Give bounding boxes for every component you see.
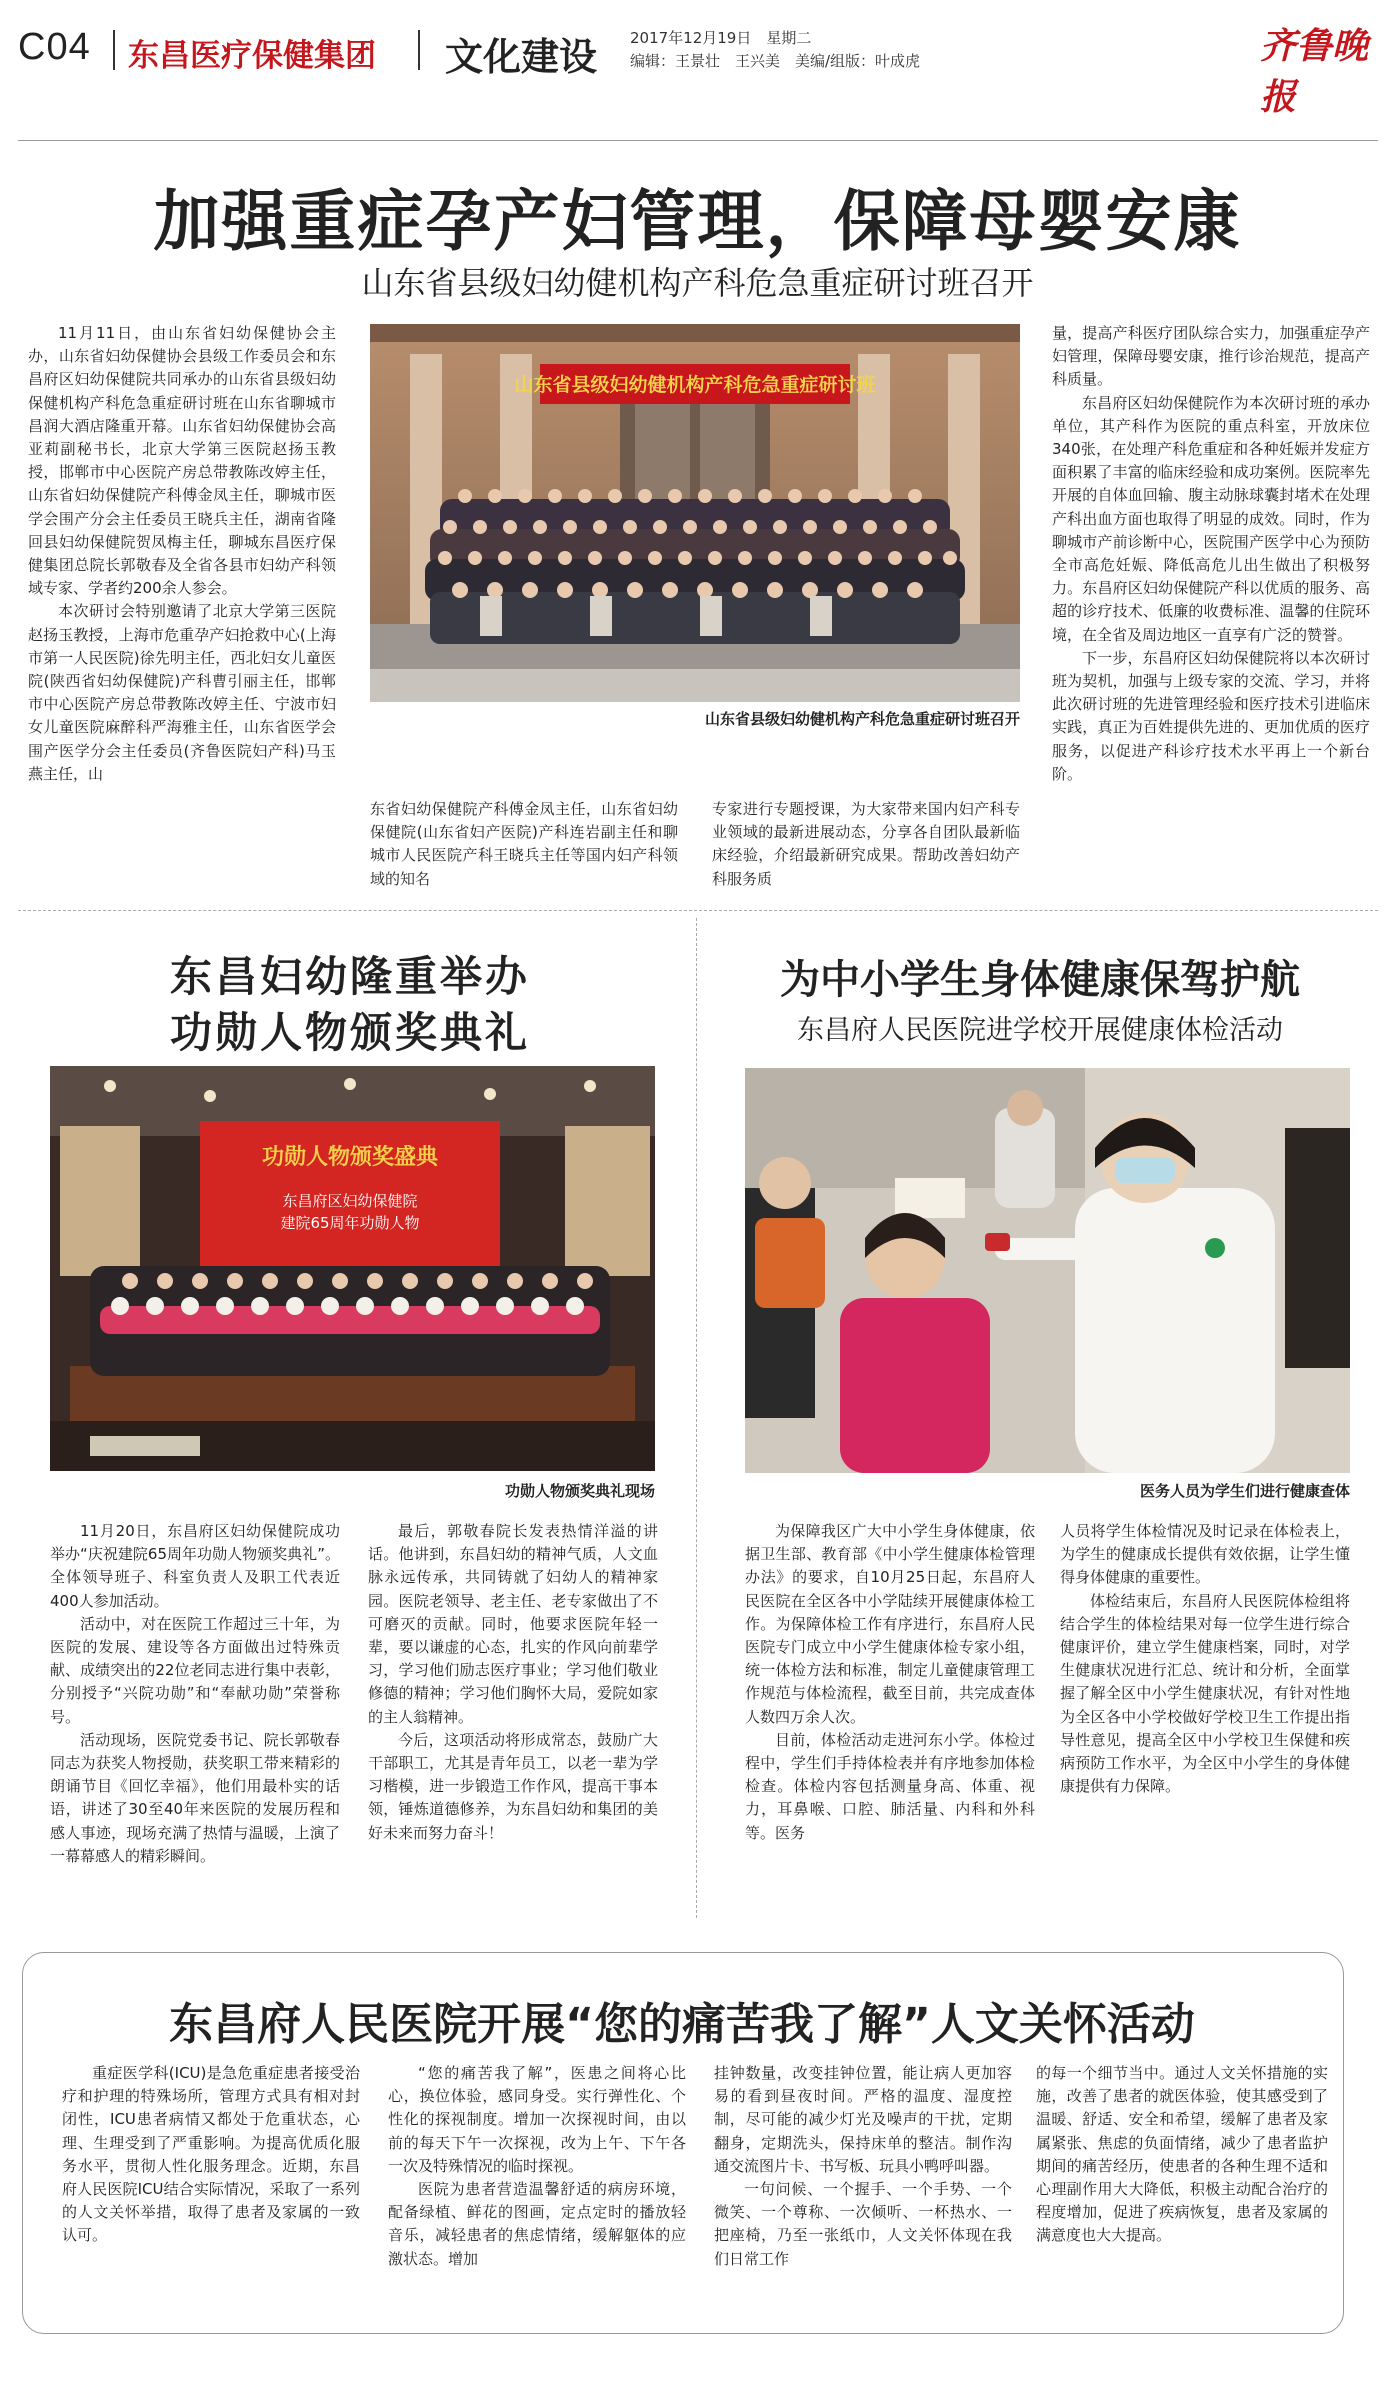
photo-banner-text: 山东省县级妇幼健机构产科危急重症研讨班 bbox=[514, 374, 876, 396]
paragraph: 11月11日，由山东省妇幼保健协会主办，山东省妇幼保健协会县级工作委员会和东昌府区妇幼保健院共同承办的山东省县级妇幼保健机构产科危急重症研讨班在山东省聊城市昌润大酒店隆重开幕。山东省妇幼保健协会高亚莉副秘书长，北京大学第三医院赵扬玉教授，邯郸市中心医院产房总带教陈改婷主任，山东省妇幼保健院产科傅金凤主任，聊城市医学会围产分会主任委员王晓兵主任，湖南省隆回县妇幼保健院贺凤梅主任，聊城东昌医疗保健集团总院长郭敬春及全省各县市妇幼产科领域专家、学者约200余人参会。 bbox=[28, 324, 336, 598]
paragraph: 活动中，对在医院工作超过三十年，为医院的发展、建设等各方面做出过特殊贡献、成绩突出的22位老同志进行集中表彰，分别授予“兴院功勋”和“奉献功勋”荣誉称号。 bbox=[50, 1614, 340, 1726]
bottom-headline: 东昌府人民医院开展“您的痛苦我了解”人文关怀活动 bbox=[169, 1999, 1195, 2050]
left-headline-line-1: 东昌妇幼隆重举办 bbox=[169, 952, 530, 1001]
paragraph: 体检结束后，东昌府人民医院体检组将结合学生的体检结果对每一位学生进行综合健康评价，建立学生健康档案，同时，对学生健康状况进行汇总、统计和分析，全面掌握了解全区中小学生健康状况，有针对性地为全区各中小学校做好学校卫生工作提出指导性意见，提高全区中小学校卫生保健和疾病预防工作水平，为全区中小学生的身体健康提供有力保障。 bbox=[1060, 1591, 1350, 1796]
paragraph: 活动现场，医院党委书记、院长郭敬春同志为获奖人物授勋，获奖职工带来精彩的朗诵节目《回忆幸福》，他们用最朴实的话语，讲述了30至40年来医院的发展历程和感人事迹，现场充满了热情与温暖，上演了一幕幕感人的精彩瞬间。 bbox=[50, 1730, 340, 1865]
header-rule bbox=[18, 140, 1378, 141]
left-photo-caption: 功勋人物颁奖典礼现场 bbox=[504, 1482, 655, 1500]
paragraph: 东昌府区妇幼保健院作为本次研讨班的承办单位，其产科作为医院的重点科室，开放床位340张，在处理产科危重症和各种妊娠并发症方面积累了丰富的临床经验和成功案例。医院率先开展的自体血回输、腹主动脉球囊封堵术在处理产科出血方面也取得了明显的成效。同时，作为聊城市产前诊断中心，医院围产医学中心为预防全市高危妊娠、降低高危儿出生做出了积极努力。东昌府区妇幼保健院产科以优质的服务、高超的诊疗技术、低廉的收费标准、温馨的住院环境，在全省及周边地区一直享有广泛的赞誉。 bbox=[1052, 393, 1370, 644]
paragraph: 东省妇幼保健院产科傅金凤主任，山东省妇幼保健院(山东省妇产医院)产科连岩副主任和聊城市人民医院产科王晓兵主任等国内妇产科领域的知名 bbox=[370, 800, 678, 888]
group-name: 东昌医疗保健集团 bbox=[128, 38, 376, 74]
right-headline: 为中小学生身体健康保驾护航 bbox=[780, 957, 1300, 1003]
main-headline: 加强重症孕产妇管理，保障母婴安康 bbox=[153, 183, 1242, 260]
main-column-3 bbox=[712, 798, 1020, 894]
paragraph: 一句问候、一个握手、一个手势、一个微笑、一个尊称、一次倾听、一杯热水、一把座椅，乃至一张纸巾，人文关怀体现在我们日常工作 bbox=[714, 2180, 1012, 2268]
bottom-column-2 bbox=[388, 2062, 686, 2317]
left-column-1 bbox=[50, 1520, 340, 1920]
award-ceremony-photo bbox=[50, 1066, 655, 1471]
paragraph: “您的痛苦我了解”，医患之间将心比心，换位体验，感同身受。实行弹性化、个性化的探视制度。增加一次探视时间，由以前的每天下午一次探视，改为上午、下午各一次及特殊情况的临时探视。 bbox=[388, 2064, 686, 2175]
paragraph: 最后，郭敬春院长发表热情洋溢的讲话。他讲到，东昌妇幼的精神气质，人文血脉永远传承，共同铸就了妇幼人的精神家园。医院老领导、老主任、老专家做出了不可磨灭的贡献。同时，他要求医院年轻一辈，要以谦虚的心态，扎实的作风向前辈学习，学习他们励志医疗事业；学习他们敬业修德的精神；学习他们胸怀大局，爱院如家的主人翁精神。 bbox=[368, 1522, 658, 1726]
header-divider bbox=[418, 30, 420, 70]
paragraph: 目前，体检活动走进河东小学。体检过程中，学生们手持体检表并有序地参加体检检查。体检内容包括测量身高、体重、视力，耳鼻喉、口腔、肺活量、内科和外科等。医务 bbox=[745, 1730, 1035, 1842]
paragraph: 本次研讨会特别邀请了北京大学第三医院赵扬玉教授，上海市危重孕产妇抢救中心(上海市第一人民医院)徐先明主任，西北妇女儿童医院(陕西省妇幼保健院)产科曹引丽主任，邯郸市中心医院产房总带教陈改婷主任、宁波市妇女儿童医院麻醉科严海雅主任，山东省医学会围产医学分会主任委员(齐鲁医院妇产科)马玉燕主任，山 bbox=[28, 602, 336, 783]
right-column-1 bbox=[745, 1520, 1035, 1920]
column-divider bbox=[696, 918, 697, 1918]
photo-banner-text: 功勋人物颁奖盛典 bbox=[261, 1145, 439, 1170]
editors-line: 编辑：王景壮 王兴美 美编/组版：叶成虎 bbox=[630, 52, 921, 70]
paragraph: 人员将学生体检情况及时记录在体检表上，为学生的健康成长提供有效依据，让学生懂得身体健康的重要性。 bbox=[1060, 1522, 1350, 1587]
main-column-1 bbox=[28, 322, 336, 892]
left-headline-line-2: 功勋人物颁奖典礼 bbox=[169, 1008, 530, 1057]
right-column-2 bbox=[1060, 1520, 1350, 1920]
paragraph: 专家进行专题授课，为大家带来国内妇产科专业领域的最新进展动态，分享各自团队最新临床经验，介绍最新研究成果。帮助改善妇幼产科服务质 bbox=[712, 800, 1020, 888]
paragraph: 为保障我区广大中小学生身体健康，依据卫生部、教育部《中小学生健康体检管理办法》的要求，自10月25日起，东昌府人民医院在全区各中小学陆续开展健康体检工作。为保障体检工作有序进行，东昌府人民医院专门成立中小学生健康体检专家小组，统一体检方法和标准，制定儿童健康管理工作规范与体检流程，截至目前，共完成查体人数四万余人次。 bbox=[745, 1522, 1035, 1726]
issue-date: 2017年12月19日 星期二 bbox=[630, 29, 812, 47]
seminar-group-photo bbox=[370, 324, 1020, 702]
paragraph: 量，提高产科医疗团队综合实力，加强重症孕产妇管理，保障母婴安康，推行诊治规范，提高产科质量。 bbox=[1052, 324, 1370, 389]
section-title: 文化建设 bbox=[445, 35, 598, 79]
paragraph: 的每一个细节当中。通过人文关怀措施的实施，改善了患者的就医体验，使其感受到了温暖、舒适、安全和希望，缓解了患者及家属紧张、焦虑的负面情绪，减少了患者监护期间的痛苦经历，使患者的各种生理不适和心理副作用大大降低，积极主动配合治疗的程度增加，促进了疾病恢复，患者及家属的满意度也大大提高。 bbox=[1036, 2064, 1328, 2245]
bottom-column-4 bbox=[1036, 2062, 1328, 2317]
paragraph: 下一步，东昌府区妇幼保健院将以本次研讨班为契机，加强与上级专家的交流、学习，并将此次研讨班的先进管理经验和医疗技术引进临床实践，真正为百姓提供先进的、更加优质的医疗服务，以促进产科诊疗技术水平再上一个新台阶。 bbox=[1052, 648, 1370, 783]
paragraph: 医院为患者营造温馨舒适的病房环境，配备绿植、鲜花的图画，定点定时的播放轻音乐，减轻患者的焦虑情绪，缓解躯体的应激状态。增加 bbox=[388, 2180, 686, 2268]
photo-board-text: 建院65周年功勋人物 bbox=[280, 1214, 420, 1232]
left-column-2 bbox=[368, 1520, 658, 1920]
newspaper-logo: 齐鲁晚报 bbox=[1260, 25, 1369, 118]
page-number: C04 bbox=[18, 26, 91, 68]
header-divider bbox=[113, 30, 115, 70]
right-photo-caption: 医务人员为学生们进行健康查体 bbox=[1139, 1482, 1350, 1500]
right-subheadline: 东昌府人民医院进学校开展健康体检活动 bbox=[797, 1015, 1283, 1046]
paragraph: 今后，这项活动将形成常态，鼓励广大干部职工，尤其是青年员工，以老一辈为学习楷模，进一步锻造工作作风，提高干事本领，锤炼道德修养，为东昌妇幼和集团的美好未来而努力奋斗！ bbox=[368, 1730, 658, 1842]
main-column-4 bbox=[1052, 322, 1370, 894]
paragraph: 重症医学科(ICU)是急危重症患者接受治疗和护理的特殊场所，管理方式具有相对封闭性，ICU患者病情又都处于危重状态，心理、生理受到了严重影响。为提高优质化服务水平，贯彻人性化服务理念。近期，东昌府人民医院ICU结合实际情况，采取了一系列的人文关怀举措，取得了患者及家属的一致认可。 bbox=[62, 2064, 360, 2245]
paragraph: 11月20日，东昌府区妇幼保健院成功举办“庆祝建院65周年功勋人物颁奖典礼”。全体领导班子、科室负责人及职工代表近400人参加活动。 bbox=[50, 1522, 340, 1610]
main-photo-caption: 山东省县级妇幼健机构产科危急重症研讨班召开 bbox=[704, 710, 1020, 728]
paragraph: 挂钟数量，改变挂钟位置，能让病人更加容易的看到昼夜时间。严格的温度、湿度控制，尽可能的减少灯光及噪声的干扰，定期翻身，定期洗头，保持床单的整洁。制作沟通交流图片卡、书写板、玩具小鸭呼叫器。 bbox=[714, 2064, 1012, 2175]
health-check-photo bbox=[745, 1068, 1350, 1473]
photo-board-text: 东昌府区妇幼保健院 bbox=[282, 1192, 418, 1210]
section-divider bbox=[18, 910, 1378, 911]
bottom-column-1 bbox=[62, 2062, 360, 2317]
bottom-column-3 bbox=[714, 2062, 1012, 2317]
main-subheadline: 山东省县级妇幼健机构产科危急重症研讨班召开 bbox=[361, 264, 1034, 302]
main-column-2 bbox=[370, 798, 678, 894]
